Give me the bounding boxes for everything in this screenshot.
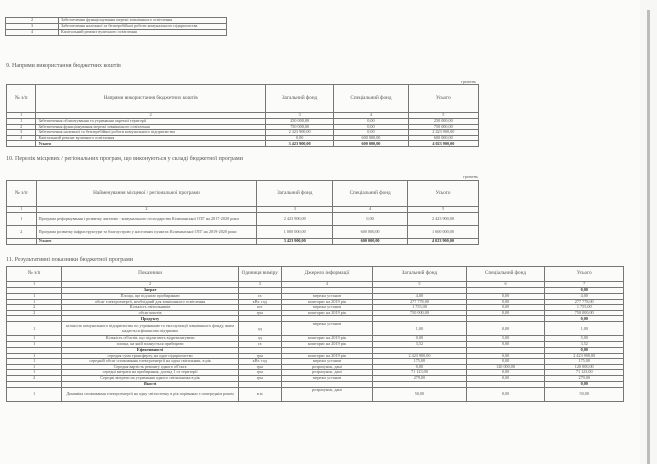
section11-title: 11. Результативні показники бюджетної програми xyxy=(6,257,133,263)
column-number: 4 xyxy=(334,113,408,119)
info-source: мережа установ xyxy=(281,294,373,300)
indicator-name: середні витрати на прибирання, догляд 1 га території xyxy=(62,370,239,376)
unit-of-measure: га xyxy=(238,294,281,300)
general-fund-value: 3,52 xyxy=(373,342,466,348)
column-number: 6 xyxy=(466,282,545,288)
table-row xyxy=(7,387,624,401)
section9-table xyxy=(6,84,479,147)
group-total: 0,00 xyxy=(545,347,624,353)
general-fund-value: 750 000,00 xyxy=(373,310,466,316)
section10-table xyxy=(6,180,479,245)
total-general: 3 423 900,00 xyxy=(257,239,333,245)
general-fund-value: 277 778,00 xyxy=(373,299,466,305)
unit-of-measure: грн xyxy=(238,376,281,382)
column-number: 5 xyxy=(408,113,478,119)
general-fund-value: 750 000,00 xyxy=(265,124,333,130)
general-fund-value: 2 423 900,00 xyxy=(373,353,466,359)
row-name: Капітальний ремонт вуличного освітлення xyxy=(36,135,266,141)
info-source: кошторис на 2019 рік xyxy=(281,353,373,359)
total-value: 277 778,00 xyxy=(545,299,624,305)
total-value: 2 423 900,00 xyxy=(407,213,478,226)
general-fund-value: 250 000,00 xyxy=(265,119,333,125)
empty-cell xyxy=(7,141,36,147)
unit-of-measure: кВт. год xyxy=(238,359,281,365)
indicator-name: площа, на якій планується прибирати xyxy=(62,342,239,348)
special-fund-value: 0,00 xyxy=(466,353,545,359)
row-number: 3 xyxy=(7,130,36,136)
row-number: 1 xyxy=(7,322,62,336)
header-cell: Загальний фонд xyxy=(373,267,466,282)
section10-title: 10. Перелік місцевих / регіональних програм, що виконуються у складі бюджетної програми xyxy=(6,156,243,162)
header-cell: № з/п xyxy=(7,85,36,113)
total-value: 750 000,00 xyxy=(545,310,624,316)
special-fund-value: 0,00 xyxy=(466,299,545,305)
column-number: 1 xyxy=(7,282,62,288)
row-text: Капітальний ремонт вуличного освітлення xyxy=(59,30,227,36)
total-special: 600 000,00 xyxy=(334,141,408,147)
info-source: мережа установ xyxy=(281,305,373,311)
header-cell: Показники xyxy=(62,267,239,282)
total-value: 1,00 xyxy=(545,322,624,336)
indicator-name: середня сума трансферту, на одне підприємство xyxy=(62,353,239,359)
general-fund-value: 2 423 900,00 xyxy=(257,213,333,226)
unit-of-measure: од xyxy=(238,322,281,336)
general-fund-value: 0,00 xyxy=(373,364,466,370)
page-edge xyxy=(647,10,650,464)
total-value: 3,52 xyxy=(545,342,624,348)
group-title: Продукту xyxy=(62,316,239,322)
column-number: 2 xyxy=(36,113,266,119)
row-name: Програма реформування і розвитку житлово - комунального господарства Кілиманської ОТГ на 2017-2020 роки xyxy=(36,213,257,226)
row-number: 1 xyxy=(7,364,62,370)
unit-of-measure: в.м xyxy=(238,387,281,401)
special-fund-value: 0,00 xyxy=(466,387,545,401)
top-table xyxy=(5,17,227,36)
header-cell: Спеціальний фонд xyxy=(466,267,545,282)
total-general: 3 423 900,00 xyxy=(265,141,333,147)
total-value: 600 000,00 xyxy=(408,135,478,141)
indicator-name: середній обсяг споживання електроенергії на один світильник, в рік xyxy=(62,359,239,365)
column-number: 7 xyxy=(545,282,624,288)
general-fund-value: 1,00 xyxy=(373,322,466,336)
special-fund-value: 0,00 xyxy=(466,322,545,336)
info-source: розрахунок, дані xyxy=(281,370,373,376)
indicator-name: Середня вартість ремонту одного об'єкта xyxy=(62,364,239,370)
special-fund-value: 0,00 xyxy=(334,130,408,136)
table-row xyxy=(6,30,227,36)
section11-table xyxy=(6,266,624,402)
special-fund-value: 0,00 xyxy=(466,376,545,382)
row-number: 1 xyxy=(7,353,62,359)
indicator-name: обсяг електроенергії, необхідний для зовнішнього освітлення xyxy=(62,299,239,305)
column-number: 5 xyxy=(407,207,478,213)
indicator-name: Середні витрати на утримання одного світильника в рік xyxy=(62,376,239,382)
header-cell: Найменування місцевої / регіональної програми xyxy=(36,181,257,207)
row-text: Забезпечення належної та безперебійної роботи комунального підприємства xyxy=(59,24,227,30)
general-fund-value: 71 123,00 xyxy=(373,370,466,376)
header-cell: № з/п xyxy=(7,181,37,207)
special-fund-value: 600 000,00 xyxy=(334,135,408,141)
header-cell: Загальний фонд xyxy=(257,181,333,207)
indicator-name: Динаміка споживання електроенергії на одну світлоточку в рік порівняно з попереднім роком xyxy=(62,387,239,401)
row-number: 2 xyxy=(7,124,36,130)
info-source: розрахунок, дані xyxy=(281,364,373,370)
indicator-name: Кількість світильників xyxy=(62,305,239,311)
total-all: 4 023 900,00 xyxy=(408,141,478,147)
row-number: 2 xyxy=(7,310,62,316)
special-fund-value: 0,00 xyxy=(466,359,545,365)
group-total: 0,00 xyxy=(545,381,624,387)
general-fund-value: 1 755,00 xyxy=(373,305,466,311)
total-value: 2 423 900,00 xyxy=(408,130,478,136)
row-number: 4 xyxy=(6,30,59,36)
group-total: 0,00 xyxy=(545,316,624,322)
group-title: Якості xyxy=(62,381,239,387)
header-cell: Напрями використання бюджетних коштів xyxy=(36,85,266,113)
row-number: 3 xyxy=(6,24,59,30)
row-number: 2 xyxy=(7,226,37,239)
general-fund-value: 4,00 xyxy=(373,294,466,300)
row-number: 1 xyxy=(7,213,37,226)
info-source: розрахунок, дані xyxy=(281,387,373,401)
column-number: 3 xyxy=(265,113,333,119)
row-number: 2 xyxy=(7,376,62,382)
row-number: 1 xyxy=(7,387,62,401)
table-row xyxy=(7,213,479,226)
row-number: 1 xyxy=(7,336,62,342)
total-label: Усього xyxy=(36,239,257,245)
special-fund-value: 120 000,00 xyxy=(466,364,545,370)
section9-title: 9. Напрями використання бюджетних коштів xyxy=(6,63,121,69)
total-value: 5,00 xyxy=(545,336,624,342)
column-number: 2 xyxy=(62,282,239,288)
group-title: Ефективності xyxy=(62,347,239,353)
row-name: Забезпечення облаштування та утримання окремої території xyxy=(36,119,266,125)
row-number: 1 xyxy=(7,299,62,305)
unit-of-measure: га xyxy=(238,342,281,348)
header-cell: Усього xyxy=(545,267,624,282)
column-number: 3 xyxy=(238,282,281,288)
header-cell: № з/п xyxy=(7,267,62,282)
header-cell: Спеціальний фонд xyxy=(333,181,408,207)
column-number: 5 xyxy=(373,282,466,288)
unit-of-measure: од xyxy=(238,336,281,342)
table-row xyxy=(7,226,479,239)
total-all: 4 023 900,00 xyxy=(407,239,478,245)
header-cell: Джерело інформації xyxy=(281,267,373,282)
row-number: 2 xyxy=(7,305,62,311)
total-value: 2 423 900,00 xyxy=(545,353,624,359)
empty-cell xyxy=(7,239,37,245)
info-source: мережа установ xyxy=(281,359,373,365)
total-value: 750 000,00 xyxy=(408,124,478,130)
special-fund-value: 600 000,00 xyxy=(333,226,408,239)
total-value: 50,00 xyxy=(545,387,624,401)
group-total: 0,00 xyxy=(545,288,624,294)
row-number: 4 xyxy=(7,135,36,141)
header-cell: Одиниця виміру xyxy=(238,267,281,282)
total-row xyxy=(7,239,479,245)
total-value: 4,00 xyxy=(545,294,624,300)
table-row xyxy=(7,322,624,336)
group-title: Затрат xyxy=(62,288,239,294)
column-number: 1 xyxy=(7,207,37,213)
header-cell: Усього xyxy=(407,181,478,207)
general-fund-value: 0,00 xyxy=(373,336,466,342)
column-number: 1 xyxy=(7,113,36,119)
header-cell: Спеціальний фонд xyxy=(334,85,408,113)
column-number: 4 xyxy=(333,207,408,213)
unit-of-measure: шт xyxy=(238,305,281,311)
general-fund-value: 1 000 000,00 xyxy=(257,226,333,239)
header-cell: Усього xyxy=(408,85,478,113)
total-value: 279,00 xyxy=(545,376,624,382)
info-source: кошторис на 2019 рік xyxy=(281,310,373,316)
row-name: Програма розвитку інфраструктури та благоустрою у населених пунктах Кілиманської ОТГ на 2019-2020 роки xyxy=(36,226,257,239)
row-number: 1 xyxy=(7,119,36,125)
unit-of-measure: грн xyxy=(238,370,281,376)
row-number: 1 xyxy=(7,342,62,348)
total-value: 120 000,00 xyxy=(545,364,624,370)
total-label: Усього xyxy=(36,141,266,147)
indicator-name: кількість комунального підприємства по утриманню та експлуатації зовнішнього фонду, яким надається фінансова підтримка xyxy=(62,322,239,336)
total-value: 1 600 000,00 xyxy=(407,226,478,239)
special-fund-value: 0,00 xyxy=(334,119,408,125)
column-number: 4 xyxy=(281,282,373,288)
total-value: 175,00 xyxy=(545,359,624,365)
general-fund-value: 0,00 xyxy=(265,135,333,141)
indicator-name: Кількість об'єктів, що підлягають відремонтувати xyxy=(62,336,239,342)
row-name: Забезпечення належної та безперебійної роботи комунального підприємства xyxy=(36,130,266,136)
special-fund-value: 0,00 xyxy=(466,370,545,376)
row-number: 2 xyxy=(6,18,59,24)
info-source: кошторис на 2019 рік xyxy=(281,342,373,348)
special-fund-value: 0,00 xyxy=(333,213,408,226)
unit-of-measure: грн xyxy=(238,310,281,316)
column-number: 3 xyxy=(257,207,333,213)
special-fund-value: 0,00 xyxy=(334,124,408,130)
row-number: 1 xyxy=(7,294,62,300)
info-source: кошторис на 2019 рік xyxy=(281,336,373,342)
special-fund-value: 0,00 xyxy=(466,305,545,311)
header-cell: Загальний фонд xyxy=(265,85,333,113)
section9-unit: гривень xyxy=(461,79,477,84)
special-fund-value: 0,00 xyxy=(466,294,545,300)
row-text: Забезпечення функціонування мережі зовнішнього освітлення xyxy=(59,18,227,24)
info-source: мережа установ xyxy=(281,322,373,336)
total-value: 250 000,00 xyxy=(408,119,478,125)
unit-of-measure: грн xyxy=(238,364,281,370)
unit-of-measure: грн xyxy=(238,353,281,359)
total-value: 71 123,00 xyxy=(545,370,624,376)
column-number: 2 xyxy=(36,207,257,213)
special-fund-value: 5,00 xyxy=(466,336,545,342)
total-special: 600 000,00 xyxy=(333,239,408,245)
unit-of-measure: кВт. год xyxy=(238,299,281,305)
special-fund-value: 0,00 xyxy=(466,310,545,316)
row-number: 1 xyxy=(7,359,62,365)
info-source: кошторис на 2019 рік xyxy=(281,299,373,305)
indicator-name: обсяг коштів xyxy=(62,310,239,316)
general-fund-value: 50,00 xyxy=(373,387,466,401)
total-row xyxy=(7,141,479,147)
section10-unit: гривень xyxy=(463,174,479,179)
general-fund-value: 279,00 xyxy=(373,376,466,382)
special-fund-value: 0,00 xyxy=(466,342,545,348)
general-fund-value: 2 423 900,00 xyxy=(265,130,333,136)
indicator-name: Площа, що підлягає прибиранню xyxy=(62,294,239,300)
info-source: мережа установ xyxy=(281,376,373,382)
row-number: 1 xyxy=(7,370,62,376)
total-value: 1 755,00 xyxy=(545,305,624,311)
row-name: Забезпечення функціонування мережі зовнішнього освітлення xyxy=(36,124,266,130)
general-fund-value: 175,00 xyxy=(373,359,466,365)
